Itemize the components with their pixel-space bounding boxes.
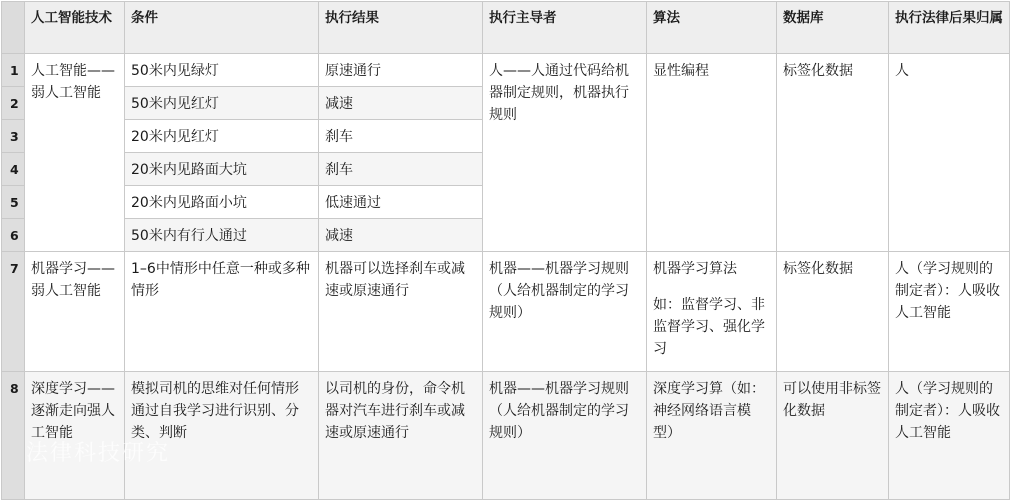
corner-cell — [2, 2, 25, 54]
row-number: 4 — [2, 153, 25, 186]
condition-cell: 50米内有行人通过 — [125, 219, 319, 252]
table-row — [2, 252, 1010, 372]
row-number: 2 — [2, 87, 25, 120]
algorithm-cell: 显性编程 — [647, 54, 777, 252]
result-cell: 机器可以选择刹车或减速或原速通行 — [319, 252, 483, 372]
table-row — [2, 54, 1010, 87]
leader-cell: 人——人通过代码给机器制定规则，机器执行规则 — [483, 54, 647, 252]
condition-cell: 50米内见绿灯 — [125, 54, 319, 87]
technology-cell: 深度学习——逐渐走向强人工智能 — [25, 372, 125, 500]
condition-cell: 1–6中情形中任意一种或多种情形 — [125, 252, 319, 372]
header-leader: 执行主导者 — [483, 2, 647, 54]
condition-cell: 20米内见红灯 — [125, 120, 319, 153]
algorithm-examples: 如：监督学习、非监督学习、强化学习 — [653, 297, 765, 357]
result-cell: 以司机的身份，命令机器对汽车进行刹车或减速或原速通行 — [319, 372, 483, 500]
condition-cell: 模拟司机的思维对任何情形通过自我学习进行识别、分类、判断 — [125, 372, 319, 500]
technology-cell: 人工智能——弱人工智能 — [25, 54, 125, 252]
row-number: 3 — [2, 120, 25, 153]
row-number: 1 — [2, 54, 25, 87]
result-cell: 原速通行 — [319, 54, 483, 87]
liability-cell: 人（学习规则的制定者）：人吸收人工智能 — [889, 372, 1010, 500]
header-database: 数据库 — [777, 2, 889, 54]
liability-cell: 人（学习规则的制定者）：人吸收人工智能 — [889, 252, 1010, 372]
watermark: 法律科技研究 — [26, 441, 171, 466]
row-number: 6 — [2, 219, 25, 252]
header-algorithm: 算法 — [647, 2, 777, 54]
header-condition: 条件 — [125, 2, 319, 54]
row-number: 5 — [2, 186, 25, 219]
result-cell: 减速 — [319, 87, 483, 120]
condition-cell: 20米内见路面大坑 — [125, 153, 319, 186]
algorithm-cell: 深度学习算（如：神经网络语言模型） — [647, 372, 777, 500]
row-number: 7 — [2, 252, 25, 372]
algorithm-title: 机器学习算法 — [653, 261, 737, 277]
header-technology: 人工智能技术 — [25, 2, 125, 54]
header-liability: 执行法律后果归属 — [889, 2, 1010, 54]
result-cell: 低速通过 — [319, 186, 483, 219]
result-cell: 刹车 — [319, 153, 483, 186]
condition-cell: 20米内见路面小坑 — [125, 186, 319, 219]
liability-cell: 人 — [889, 54, 1010, 252]
result-cell: 减速 — [319, 219, 483, 252]
database-cell: 标签化数据 — [777, 54, 889, 252]
condition-cell: 50米内见红灯 — [125, 87, 319, 120]
technology-cell: 机器学习——弱人工智能 — [25, 252, 125, 372]
header-result: 执行结果 — [319, 2, 483, 54]
row-number: 8 — [2, 372, 25, 500]
leader-cell: 机器——机器学习规则（人给机器制定的学习规则） — [483, 252, 647, 372]
ai-liability-table — [1, 1, 1010, 500]
database-cell: 可以使用非标签化数据 — [777, 372, 889, 500]
header-row — [2, 2, 1010, 54]
algorithm-cell — [647, 252, 777, 372]
database-cell: 标签化数据 — [777, 252, 889, 372]
result-cell: 刹车 — [319, 120, 483, 153]
table-row — [2, 372, 1010, 500]
leader-cell: 机器——机器学习规则（人给机器制定的学习规则） — [483, 372, 647, 500]
